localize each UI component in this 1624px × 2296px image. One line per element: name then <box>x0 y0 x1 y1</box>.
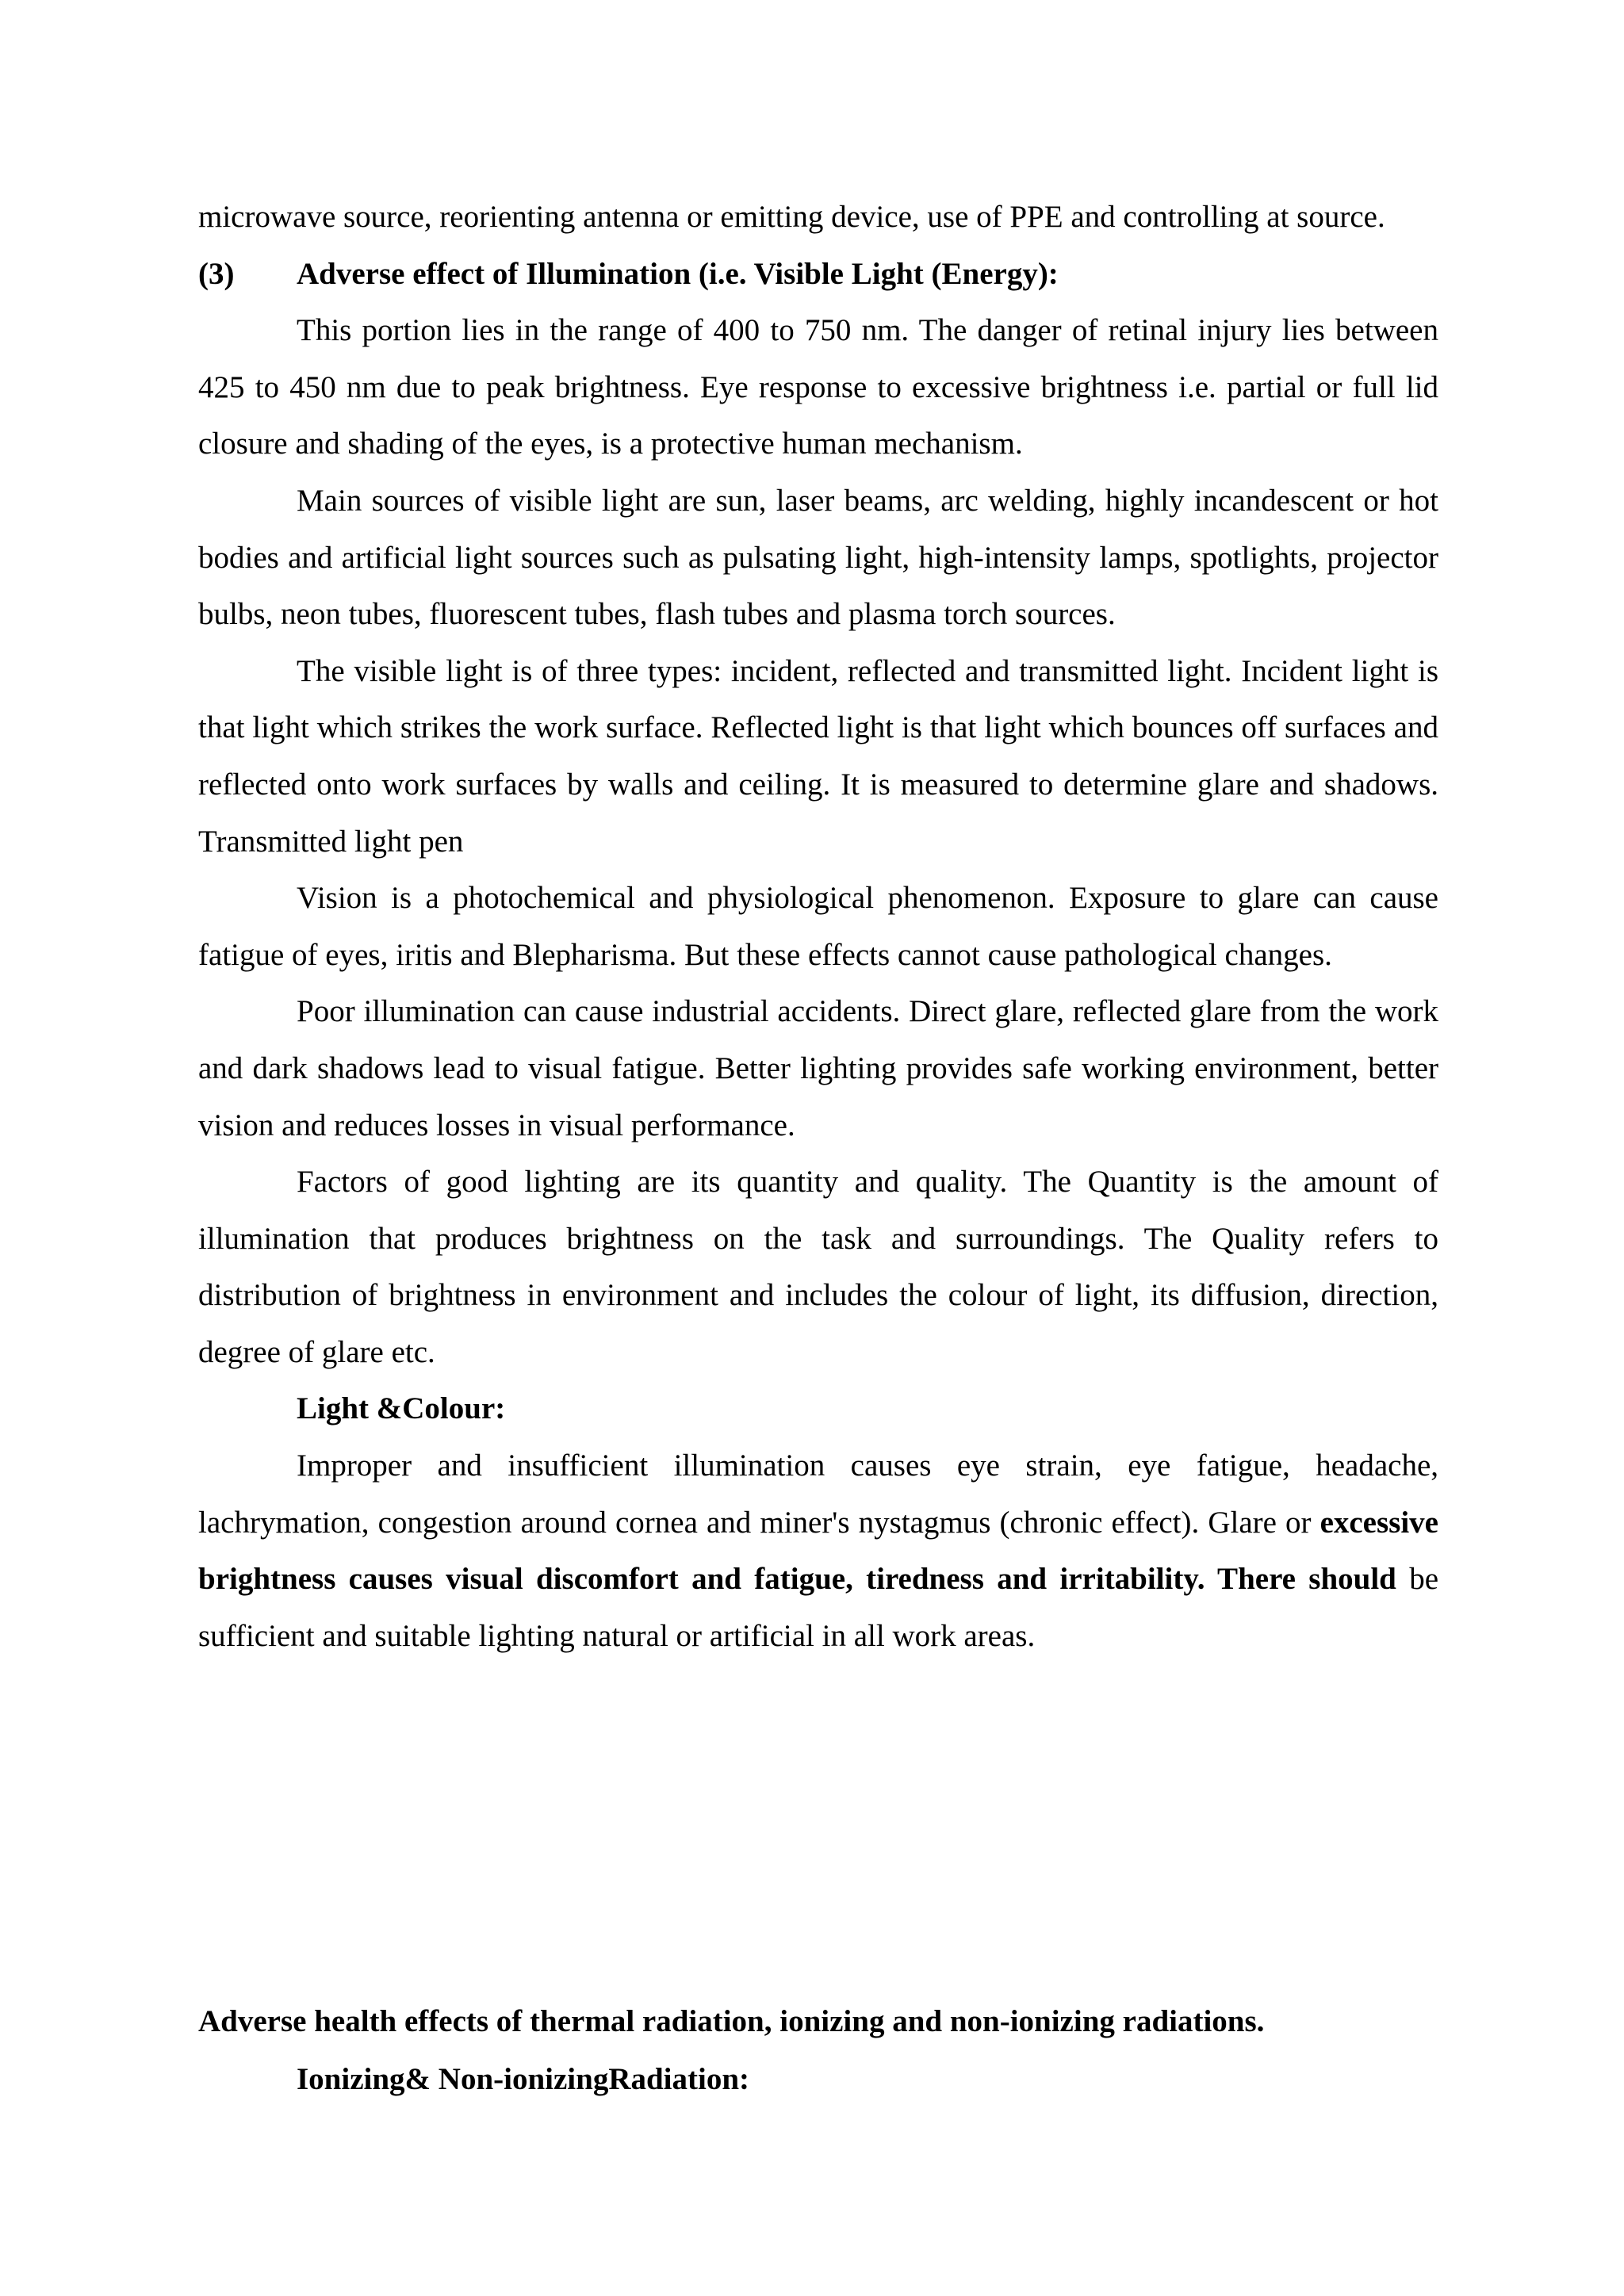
section-number: (3) <box>198 256 235 291</box>
paragraph-good-lighting-factors: Factors of good lighting are its quantity and quality. The Quantity is the amount of illumination that produces brightness on the task and surroundings. The Quality refers to distribution of brightness in environment and includes the colour of light, its diffusion, direction, degree of glare etc. <box>198 1165 1438 1369</box>
improper-illumination-bold-text: excessive brightness causes visual discomfort and fatigue, tiredness and irritability. There should <box>198 1505 1438 1597</box>
improper-illumination-text: Improper and insufficient illumination causes eye strain, eye fatigue, headache, lachrymation, congestion around cornea and miner's nystagmus (chronic effect). Glare or <box>198 1448 1438 1540</box>
section-heading-illumination <box>198 246 1438 303</box>
radiation-heading: Adverse health effects of thermal radiation, ionizing and non-ionizing radiations. <box>198 2004 1265 2038</box>
paragraph-improper-illumination <box>198 1437 1438 1664</box>
paragraph-visible-light-range: This portion lies in the range of 400 to 750 nm. The danger of retinal injury lies between 425 to 450 nm due to peak brightness. Eye response to excessive brightness i.e. partial or full lid closure and shading of the eyes, is a protective human mechanism. <box>198 313 1438 461</box>
improper-illumination-end-text: be sufficient and suitable lighting natural or artificial in all work areas. <box>198 1562 1439 1653</box>
section-title: Adverse effect of Illumination (i.e. Visible Light (Energy): <box>297 256 1059 291</box>
paragraph-light-sources: Main sources of visible light are sun, laser beams, arc welding, highly incandescent or hot bodies and artificial light sources such as pulsating light, high-intensity lamps, spotlights, projector bulbs, neon tubes, fluorescent tubes, flash tubes and plasma torch sources. <box>198 483 1438 632</box>
radiation-subheading: Ionizing& Non-ionizingRadiation: <box>297 2062 750 2096</box>
radiation-section <box>198 1992 1438 2108</box>
paragraph-light-types: The visible light is of three types: incident, reflected and transmitted light. Incident light is that light which strikes the work surface. Reflected light is that light which bounces off surfaces and reflected onto work surfaces by walls and ceiling. It is measured to determine glare and shadows. Transmitted light pen <box>198 653 1438 859</box>
paragraph-vision: Vision is a photochemical and physiological phenomenon. Exposure to glare can cause fatigue of eyes, iritis and Blepharisma. But these effects cannot cause pathological changes. <box>198 881 1438 972</box>
document-body <box>198 189 1438 1664</box>
subheading-light-colour: Light &Colour: <box>297 1391 506 1426</box>
paragraph-poor-illumination: Poor illumination can cause industrial accidents. Direct glare, reflected glare from the work and dark shadows lead to visual fatigue. Better lighting provides safe working environment, better vision and reduces losses in visual performance. <box>198 994 1438 1142</box>
paragraph-microwave-source: microwave source, reorienting antenna or emitting device, use of PPE and controlling at source. <box>198 200 1385 234</box>
